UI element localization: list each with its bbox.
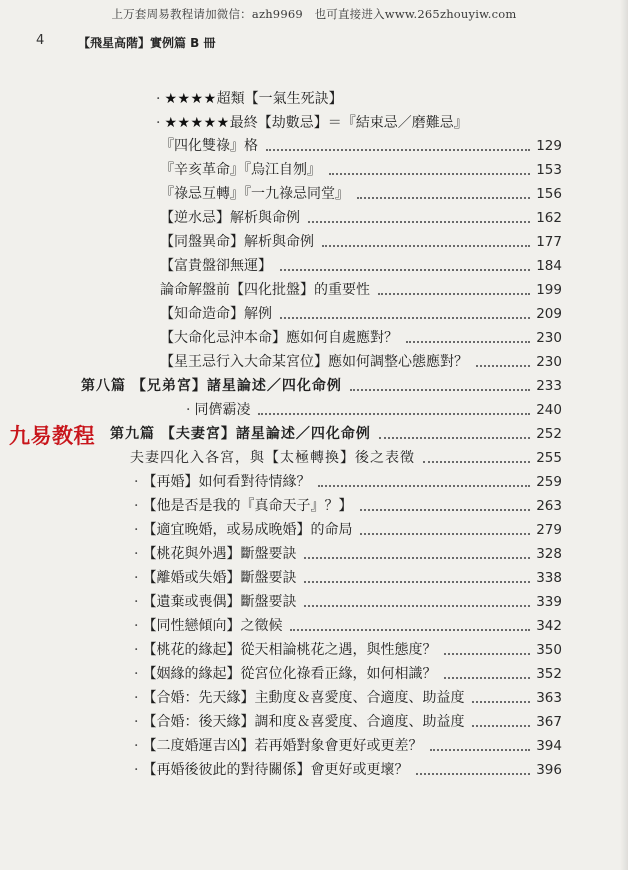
toc-page-number: 230	[536, 354, 562, 370]
toc-entry[interactable]	[160, 279, 562, 301]
dot-leader	[304, 580, 530, 583]
toc-entry-text: 第九篇 【夫妻宮】諸星論述／四化命例	[110, 426, 371, 442]
page-edge-shadow	[620, 0, 628, 870]
dot-leader	[308, 220, 530, 223]
dot-leader	[258, 412, 530, 415]
toc-entry-title	[156, 112, 468, 134]
bullet-dot-icon: ·	[134, 642, 139, 658]
dot-leader	[444, 652, 530, 655]
toc-entry-title	[160, 303, 272, 325]
toc-entry-title	[160, 255, 272, 277]
bullet-dot-icon: ·	[156, 115, 161, 131]
toc-page-number: 367	[536, 714, 562, 730]
toc-entry-title	[134, 519, 352, 541]
toc-entry[interactable]	[186, 399, 562, 421]
toc-entry[interactable]	[160, 303, 562, 325]
toc-page-number: 363	[536, 690, 562, 706]
bullet-dot-icon: ·	[134, 546, 139, 562]
dot-leader	[416, 772, 530, 775]
toc-entry-text: 【再婚後彼此的對待關係】會更好或更壞？	[142, 762, 409, 778]
star-rating-icon: ★★★★★	[164, 115, 230, 131]
dot-leader	[472, 724, 530, 727]
toc-page-number: 252	[536, 426, 562, 442]
toc-page-number: 177	[536, 234, 562, 250]
toc-entry-title	[134, 591, 296, 613]
toc-entry-title	[134, 471, 310, 493]
bullet-dot-icon: ·	[134, 522, 139, 538]
toc-entry[interactable]	[156, 112, 468, 134]
toc-entry-text: 夫妻四化入各宮，與【太極轉換】後之表徵	[130, 450, 415, 466]
toc-page-number: 240	[536, 402, 562, 418]
toc-entry-title	[160, 279, 370, 301]
toc-entry-title	[130, 447, 415, 469]
toc-page-number: 156	[536, 186, 562, 202]
toc-entry[interactable]	[134, 735, 562, 757]
dot-leader	[357, 196, 530, 199]
toc-entry-text: 【大命化忌沖本命】應如何自處應對？	[160, 330, 398, 346]
page-header	[0, 33, 628, 53]
toc-entry-text: 【姻緣的緣起】從宮位化祿看正緣，如何相識？	[142, 666, 437, 682]
dot-leader	[350, 388, 530, 391]
toc-page-number: 342	[536, 618, 562, 634]
toc-entry-text: 『辛亥革命』『烏江自刎』	[160, 162, 321, 178]
toc-entry-title	[134, 615, 282, 637]
toc-entry[interactable]	[134, 711, 562, 733]
bullet-dot-icon: ·	[134, 762, 139, 778]
dot-leader	[378, 292, 530, 295]
toc-entry-title	[160, 207, 300, 229]
bullet-dot-icon: ·	[134, 570, 139, 586]
toc-entry-text: 【桃花與外遇】斷盤要訣	[142, 546, 297, 562]
toc-page-number: 259	[536, 474, 562, 490]
toc-entry-title	[134, 735, 422, 757]
toc-entry-text: 『祿忌互轉』『一九祿忌同堂』	[160, 186, 349, 202]
toc-entry-title	[160, 183, 349, 205]
toc-entry[interactable]	[134, 639, 562, 661]
toc-entry-title	[160, 135, 258, 157]
toc-entry-text: 第八篇 【兄弟宮】諸星論述／四化命例	[81, 378, 342, 394]
toc-entry[interactable]	[134, 471, 562, 493]
dot-leader	[290, 628, 530, 631]
toc-entry[interactable]	[160, 183, 562, 205]
toc-entry-title	[186, 399, 250, 421]
dot-leader	[406, 340, 530, 343]
dot-leader	[329, 172, 530, 175]
toc-entry-title	[134, 687, 464, 709]
toc-entry-text: 【富貴盤卻無運】	[160, 258, 272, 274]
toc-entry-title	[160, 327, 398, 349]
dot-leader	[444, 676, 530, 679]
dot-leader	[423, 460, 530, 463]
toc-entry-text: 【合婚：後天緣】調和度＆喜愛度、合適度、助益度	[142, 714, 465, 730]
dot-leader	[476, 364, 530, 367]
dot-leader	[379, 436, 530, 439]
dot-leader	[322, 244, 530, 247]
toc-entry[interactable]	[134, 759, 562, 781]
toc-page-number: 162	[536, 210, 562, 226]
dot-leader	[304, 556, 530, 559]
side-watermark: 九易教程	[6, 420, 98, 450]
toc-entry-text: 超類【一氣生死訣】	[216, 91, 343, 107]
toc-page-number: 263	[536, 498, 562, 514]
bullet-dot-icon: ·	[134, 618, 139, 634]
dot-leader	[266, 148, 530, 151]
toc-page-number: 255	[536, 450, 562, 466]
toc-entry[interactable]	[160, 207, 562, 229]
toc-page-number: 184	[536, 258, 562, 274]
toc-entry-text: 【再婚】如何看對待情緣？	[142, 474, 311, 490]
toc-entry-title	[134, 639, 436, 661]
book-title: 【飛星高階】實例篇 B 冊	[78, 36, 216, 50]
toc-entry[interactable]	[134, 567, 562, 589]
bullet-dot-icon: ·	[134, 474, 139, 490]
dot-leader	[360, 532, 530, 535]
toc-entry[interactable]	[110, 423, 562, 445]
toc-entry-text: 『四化雙祿』格	[160, 138, 258, 154]
bullet-dot-icon: ·	[134, 666, 139, 682]
dot-leader	[280, 316, 530, 319]
toc-entry-title	[110, 423, 371, 445]
toc-entry-text: 【合婚：先天緣】主動度＆喜愛度、合適度、助益度	[142, 690, 465, 706]
toc-page-number: 350	[536, 642, 562, 658]
toc-entry[interactable]	[160, 255, 562, 277]
toc-entry-text: 同儕霸凌	[194, 402, 251, 418]
toc-entry[interactable]	[134, 663, 562, 685]
toc-entry-text: 【逆水忌】解析與命例	[160, 210, 300, 226]
bullet-dot-icon: ·	[134, 738, 139, 754]
toc-page-number: 230	[536, 330, 562, 346]
dot-leader	[360, 508, 530, 511]
dot-leader	[472, 700, 530, 703]
toc-entry-text: 【同盤異命】解析與命例	[160, 234, 314, 250]
toc-entry-text: 【桃花的緣起】從天相論桃花之遇，與性態度？	[142, 642, 437, 658]
toc-entry-text: 【離婚或失婚】斷盤要訣	[142, 570, 297, 586]
dot-leader	[304, 604, 530, 607]
toc-entry-title	[81, 375, 342, 397]
toc-entry[interactable]	[134, 519, 562, 541]
toc-entry[interactable]	[160, 159, 562, 181]
dot-leader	[318, 484, 530, 487]
toc-entry[interactable]	[160, 351, 562, 373]
toc-page-number: 233	[536, 378, 562, 394]
toc-entry-title	[160, 231, 314, 253]
toc-entry[interactable]	[81, 375, 562, 397]
toc-entry-text: 【遺棄或喪偶】斷盤要訣	[142, 594, 297, 610]
dot-leader	[430, 748, 530, 751]
toc-page-number: 394	[536, 738, 562, 754]
toc-entry-text: 最終【劫數忌】＝『結束忌／磨難忌』	[229, 115, 468, 131]
toc-entry[interactable]	[134, 543, 562, 565]
page-number: 4	[36, 33, 45, 48]
toc-entry[interactable]	[130, 447, 562, 469]
toc-entry-title	[134, 567, 296, 589]
toc-entry[interactable]	[160, 135, 562, 157]
top-watermark: 上万套周易教程请加微信：azh9969 也可直接进入www.265zhouyiw.com	[111, 7, 517, 21]
toc-page-number: 339	[536, 594, 562, 610]
toc-entry[interactable]	[134, 687, 562, 709]
toc-entry-text: 【同性戀傾向】之徵候	[142, 618, 283, 634]
bullet-dot-icon: ·	[186, 402, 191, 418]
toc-page-number: 338	[536, 570, 562, 586]
toc-entry-title	[134, 543, 296, 565]
toc-entry-text: 【星王忌行入大命某宮位】應如何調整心態應對？	[160, 354, 468, 370]
toc-page-number: 328	[536, 546, 562, 562]
toc-entry-text: 【知命造命】解例	[160, 306, 272, 322]
toc-entry-title	[134, 663, 436, 685]
toc-entry-text: 論命解盤前【四化批盤】的重要性	[160, 282, 370, 298]
toc-page-number: 279	[536, 522, 562, 538]
bullet-dot-icon: ·	[134, 594, 139, 610]
toc-entry-title	[160, 159, 321, 181]
toc-page-number: 129	[536, 138, 562, 154]
toc-entry-title	[134, 759, 408, 781]
toc-page-number: 352	[536, 666, 562, 682]
toc-entry[interactable]	[134, 591, 562, 613]
toc-entry-text: 【適宜晚婚，或易成晚婚】的命局	[142, 522, 353, 538]
bullet-dot-icon: ·	[134, 690, 139, 706]
toc-entry-title	[134, 495, 352, 517]
toc-page-number: 153	[536, 162, 562, 178]
toc-entry[interactable]	[160, 327, 562, 349]
toc-entry[interactable]	[160, 231, 562, 253]
toc-page-number: 199	[536, 282, 562, 298]
bullet-dot-icon: ·	[156, 91, 161, 107]
toc-entry-text: 【二度婚運吉凶】若再婚對象會更好或更差？	[142, 738, 423, 754]
bullet-dot-icon: ·	[134, 498, 139, 514]
star-rating-icon: ★★★★	[164, 91, 217, 107]
toc-entry-text: 【他是否是我的『真命天子』？】	[142, 498, 353, 514]
toc-entry-title	[160, 351, 468, 373]
toc-page-number: 396	[536, 762, 562, 778]
toc-entry[interactable]	[156, 88, 343, 110]
toc-entry-title	[156, 88, 343, 110]
toc-entry[interactable]	[134, 495, 562, 517]
toc-page-number: 209	[536, 306, 562, 322]
toc-entry[interactable]	[134, 615, 562, 637]
dot-leader	[280, 268, 530, 271]
toc-entry-title	[134, 711, 464, 733]
bullet-dot-icon: ·	[134, 714, 139, 730]
